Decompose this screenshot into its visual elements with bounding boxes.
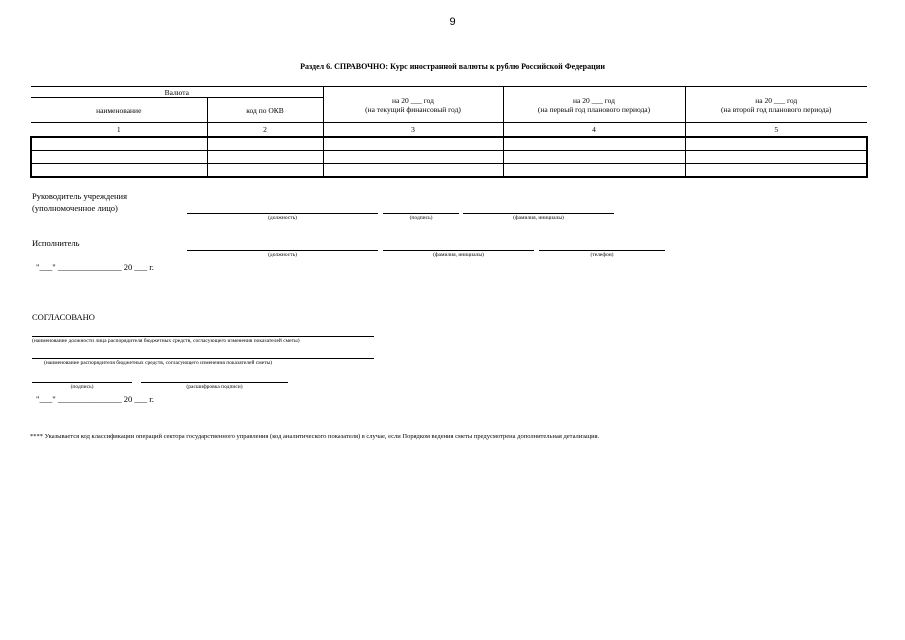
col-number-2: 2 [207,123,323,138]
table-cell[interactable] [685,151,867,164]
head-signature-caption: (подпись) [409,215,433,221]
approval-position-line[interactable] [32,336,374,337]
approval-title: СОГЛАСОВАНО [32,312,95,322]
exec-position-line[interactable] [187,250,378,251]
currency-rate-table [30,86,868,178]
approval-signature-line[interactable] [32,382,132,383]
approval-decode-line[interactable] [141,382,288,383]
approval-date-line[interactable]: "___" _______________ 20 ___ г. [36,394,154,404]
col-number-3: 3 [323,123,503,138]
approval-org-caption: (наименование распорядителя бюджетных средств, согласующего изменения показателей сметы) [44,360,273,366]
approval-org-line[interactable] [32,358,374,359]
table-cell[interactable] [503,137,685,151]
table-cell[interactable] [685,164,867,178]
table-cell[interactable] [503,151,685,164]
table-cell[interactable] [323,151,503,164]
col5-header: на 20 ___ год (на второй год планового периода) [685,87,867,123]
col-number-5: 5 [685,123,867,138]
table-cell[interactable] [503,164,685,178]
table-cell[interactable] [207,137,323,151]
executor-label: Исполнитель [32,238,80,248]
table-row [31,151,867,164]
section-title: Раздел 6. СПРАВОЧНО: Курс иностранной валюты к рублю Российской Федерации [300,62,605,71]
table-cell[interactable] [31,164,207,178]
head-name-caption: (фамилия, инициалы) [513,215,564,221]
head-sublabel: (уполномоченное лицо) [32,203,118,213]
table-cell[interactable] [207,151,323,164]
exec-phone-line[interactable] [539,250,665,251]
exec-position-caption: (должность) [268,252,297,258]
exec-name-line[interactable] [383,250,534,251]
table-cell[interactable] [31,137,207,151]
table-cell[interactable] [207,164,323,178]
col-name-header: наименование [31,98,207,123]
table-cell[interactable] [323,137,503,151]
table-row [31,164,867,178]
col-code-header: код по ОКВ [207,98,323,123]
head-position-caption: (должность) [268,215,297,221]
exec-name-caption: (фамилия, инициалы) [433,252,484,258]
table-cell[interactable] [31,151,207,164]
footnote: **** Указывается код классификации операций сектора государственного управления (код аналитического показателя) в случае, если Порядком ведения сметы предусмотрена дополнительная детализация. [30,433,600,440]
col-number-1: 1 [31,123,207,138]
table-cell[interactable] [323,164,503,178]
approval-signature-caption: (подпись) [70,384,94,390]
currency-header: Валюта [31,87,323,98]
table-cell[interactable] [685,137,867,151]
table-row [31,137,867,151]
approval-position-caption: (наименование должности лица распорядителя бюджетных средств, согласующего изменения показателей сметы) [32,338,300,344]
executor-date-line[interactable]: "___" _______________ 20 ___ г. [36,262,154,272]
head-position-line[interactable] [187,213,378,214]
head-label: Руководитель учреждения [32,191,128,201]
head-signature-line[interactable] [383,213,459,214]
head-name-line[interactable] [463,213,614,214]
page-number: 9 [449,16,456,28]
col4-header: на 20 ___ год (на первый год планового периода) [503,87,685,123]
exec-phone-caption: (телефон) [590,252,614,258]
col3-header: на 20 ___ год (на текущий финансовый год) [323,87,503,123]
col-number-4: 4 [503,123,685,138]
approval-decode-caption: (расшифровка подписи) [186,384,243,390]
